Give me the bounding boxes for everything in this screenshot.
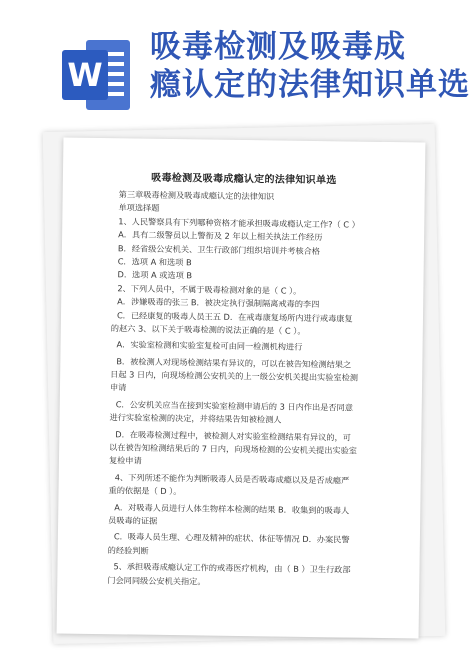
svg-text:W: W	[67, 56, 103, 94]
text-line: C．已经康复的吸毒人员王五 D．在戒毒康复场所内进行戒毒康复	[116, 309, 353, 324]
text-line: 的赵六 3、以下关于吸毒检测的说法正确的是（ C ）。	[110, 323, 306, 336]
text-line: 进行实验室检测的决定，并将结果告知被检测人	[109, 412, 282, 425]
text-line: 以在被告知检测结果后的 7 日内，向现场检测的公安机关提出实验室	[109, 442, 358, 456]
text-line: B．被检测人对现场检测结果有异议的，可以在被告知检测结果之	[116, 355, 352, 370]
document-body	[107, 188, 407, 591]
text-line: A．涉嫌吸毒的张三 B．被决定执行强制隔离戒毒的李四	[117, 296, 320, 310]
document-title: 吸毒检测及吸毒成瘾认定的法律知识单选	[151, 172, 337, 187]
banner-title-line-2: 瘾认定的法律知识单选	[150, 67, 470, 103]
word-document-icon	[60, 36, 134, 114]
text-line: 2、下列人员中，不属于吸毒检测对象的是（ C ）。	[117, 282, 302, 296]
text-line: A．实验室检测和实验室复检可由同一检测机构进行	[116, 339, 303, 353]
text-line: D．在吸毒检测过程中，被检测人对实验室检测结果有异议的，可	[115, 428, 351, 443]
text-line: C．公安机关应当在接到实验室检测申请后的 3 日内作出是否同意	[115, 399, 354, 413]
text-line: 单项选择题	[118, 202, 160, 214]
text-line: A．对吸毒人员进行人体生物样本检测的结果 B．收集到的吸毒人	[114, 501, 350, 516]
text-line: C．选项 A 和选项 B	[117, 256, 192, 268]
text-line: D．选项 A 或选项 B	[117, 269, 193, 281]
text-line: 的经验判断	[107, 544, 149, 556]
text-line: 日起 3 日内，向现场检测公安机关的上一级公安机关提出实验室检测	[110, 369, 359, 383]
text-line: 第三章吸毒检测及吸毒成瘾认定的法律知识	[118, 189, 275, 202]
text-line: 4、下列所述不能作为判断吸毒人员是否吸毒成瘾以及是否成瘾严	[114, 472, 350, 486]
text-line: 申请	[109, 382, 127, 393]
text-line: 1、人民警察具有下列哪种资格才能承担吸毒成瘾认定工作?（ C ）	[118, 216, 360, 230]
banner-title	[150, 28, 470, 104]
banner	[0, 0, 474, 120]
text-line: A．具有二级警员以上警衔及 2 年以上相关执法工作经历	[118, 229, 323, 243]
text-line: B．经省级公安机关、卫生行政部门组织培训并考核合格	[117, 242, 321, 256]
text-line: 重的依据是（ D ）。	[108, 485, 182, 497]
text-line: 5、承担吸毒成瘾认定工作的戒毒医疗机构，由（ B ）卫生行政部	[113, 561, 351, 575]
banner-title-line-1: 吸毒检测及吸毒成	[150, 29, 406, 65]
text-line: 员吸毒的证据	[108, 515, 158, 526]
text-line: C．吸毒人员生理、心理及精神的症状、体征等情况 D．办案民警	[113, 531, 350, 545]
text-line: 门会同同级公安机关指定。	[107, 574, 206, 587]
document-page	[57, 137, 426, 638]
text-line: 复检申请	[108, 455, 142, 467]
